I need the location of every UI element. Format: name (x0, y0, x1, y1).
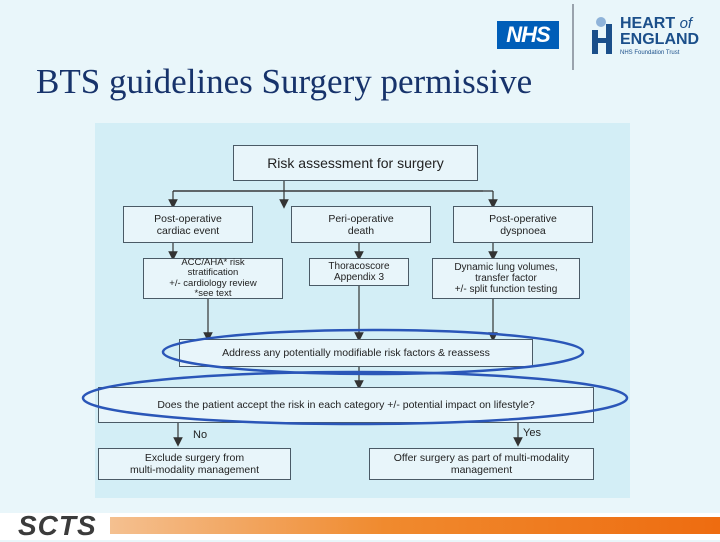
flow-box-dyspnoea: Post-operative dyspnoea (453, 206, 593, 243)
flow-box-perioperative-death: Peri-operative death (291, 206, 431, 243)
flow-box-offer-surgery: Offer surgery as part of multi-modality management (369, 448, 594, 480)
logo-text-trust: NHS Foundation Trust (620, 50, 680, 56)
flowchart-panel (95, 123, 630, 498)
footer-stripe (110, 517, 720, 534)
flow-box-exclude-surgery: Exclude surgery from multi-modality management (98, 448, 291, 480)
logo-text-heart: HEART of (620, 15, 693, 32)
flow-label-no: No (193, 429, 208, 441)
flow-box-cardiac-event: Post-operative cardiac event (123, 206, 253, 243)
flow-box-lung-function: Dynamic lung volumes, transfer factor +/- split function testing (432, 258, 580, 299)
flow-box-thoracoscore: Thoracoscore Appendix 3 (309, 258, 409, 286)
flow-box-address-risk-factors: Address any potentially modifiable risk factors & reassess (179, 339, 533, 367)
flow-box-cardiac-risk-stratification: ACC/AHA* risk stratification +/- cardiology review *see text (143, 258, 283, 299)
slide-title: BTS guidelines Surgery permissive (36, 62, 533, 101)
scts-logo: SCTS (18, 510, 97, 541)
flow-box-risk-assessment: Risk assessment for surgery (233, 145, 478, 181)
flow-box-patient-accepts-risk: Does the patient accept the risk in each category +/- potential impact on lifestyle? (98, 387, 594, 423)
flow-label-yes: Yes (523, 427, 541, 439)
logo-text-england: ENGLAND (620, 31, 700, 48)
heart-of-england-emblem-icon (590, 16, 616, 56)
heart-of-england-logo (590, 14, 718, 64)
nhs-logo: NHS (497, 21, 559, 49)
logo-divider (572, 4, 574, 70)
